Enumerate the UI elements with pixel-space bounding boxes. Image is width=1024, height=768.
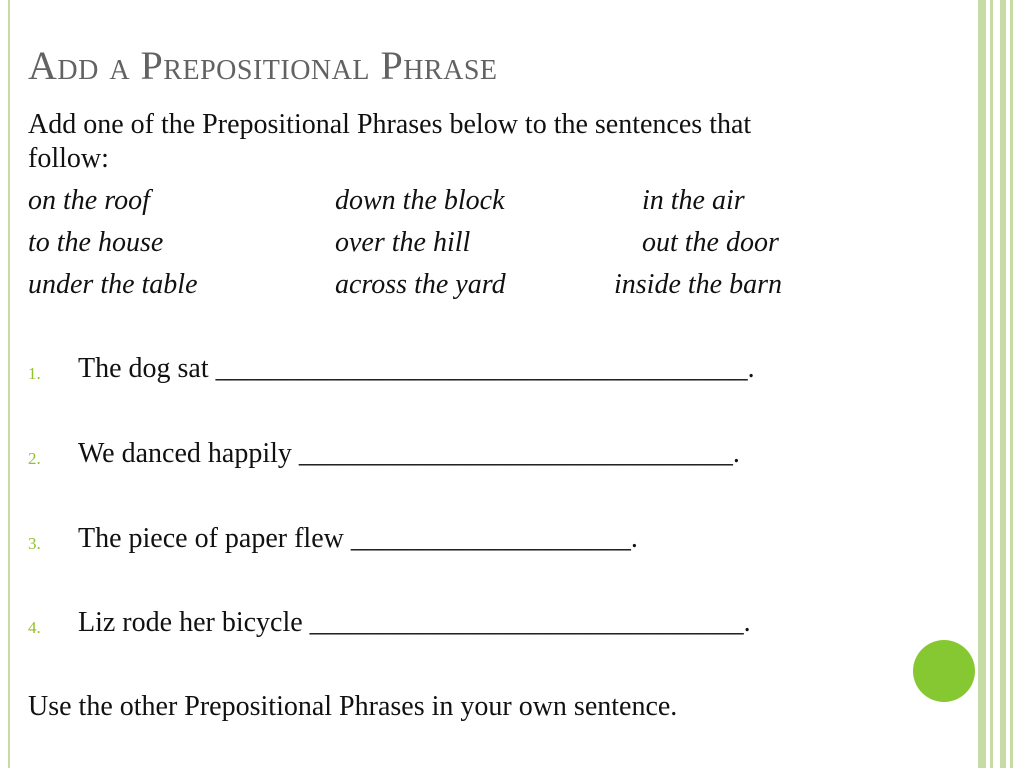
left-frame-line (8, 0, 10, 768)
list-item (28, 352, 928, 392)
item-sentence: Liz rode her bicycle _______________________________. (78, 607, 751, 638)
slide-title: Add a Prepositional Phrase (28, 43, 498, 88)
phrase-over-the-hill: over the hill (335, 227, 471, 258)
item-number: 3. (28, 534, 41, 553)
phrase-out-the-door: out the door (642, 227, 779, 258)
green-circle-decoration (913, 640, 975, 702)
phrase-across-the-yard: across the yard (335, 269, 506, 300)
item-number: 1. (28, 364, 41, 383)
phrase-inside-the-barn: inside the barn (614, 269, 782, 300)
instructions-text: Add one of the Prepositional Phrases below to the sentences that follow: (28, 109, 752, 174)
item-number: 2. (28, 449, 41, 468)
item-sentence: The dog sat ______________________________________. (78, 353, 755, 384)
phrase-in-the-air: in the air (642, 185, 745, 216)
right-decorative-stripes (978, 0, 1024, 768)
phrase-on-the-roof: on the roof (28, 185, 150, 216)
list-item (28, 437, 928, 477)
phrase-under-the-table: under the table (28, 269, 198, 300)
item-sentence: We danced happily _______________________________. (78, 438, 740, 469)
phrase-down-the-block: down the block (335, 185, 505, 216)
closing-instruction: Use the other Prepositional Phrases in your own sentence. (28, 691, 678, 722)
list-item (28, 522, 928, 562)
list-item (28, 606, 928, 646)
item-sentence: The piece of paper flew ____________________. (78, 523, 638, 554)
phrase-to-the-house: to the house (28, 227, 164, 258)
item-number: 4. (28, 618, 41, 637)
